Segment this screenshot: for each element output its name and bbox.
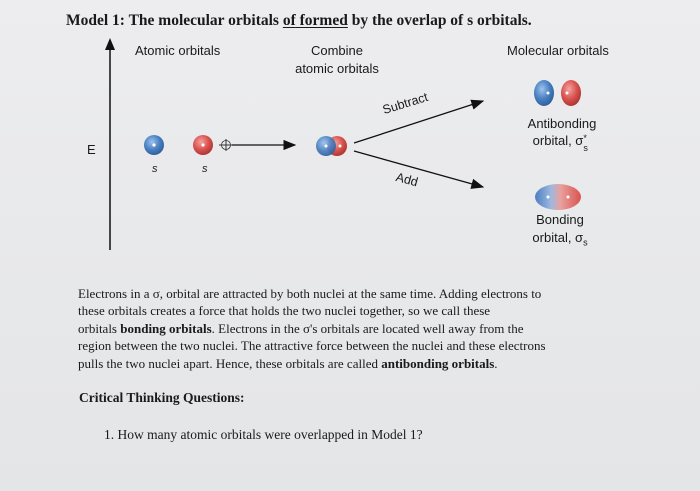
- question-1: 1. How many atomic orbitals were overlapped in Model 1?: [104, 427, 423, 442]
- molecular-orbitals-header: Molecular orbitals: [507, 43, 609, 58]
- antibonding-lobe-red: [561, 80, 581, 106]
- combine-header-line1: Combine: [310, 43, 364, 58]
- antibonding-lobe-blue: [534, 80, 554, 106]
- combine-header-line2: atomic orbitals: [295, 61, 379, 76]
- bonding-orbitals-term: bonding orbitals: [120, 320, 212, 336]
- atomic-orbitals-header: Atomic orbitals: [135, 43, 221, 58]
- nucleus-dot: [201, 143, 204, 146]
- paragraph-text: orbitals: [78, 320, 121, 336]
- title-middle: formed: [295, 12, 348, 29]
- paragraph-line: [78, 320, 638, 337]
- bonding-symbol: orbital, σ: [532, 230, 584, 245]
- antibonding-symbol: orbital, σ: [532, 133, 584, 148]
- paragraph-line: Electrons in a σ, orbital are attracted by both nuclei at the same time. Adding electrons to: [78, 286, 542, 301]
- add-arrow: [354, 151, 483, 190]
- s-label-left: s: [152, 163, 158, 175]
- bonding-orbital: [535, 184, 581, 210]
- critical-thinking-heading: Critical Thinking Questions:: [79, 390, 245, 405]
- title-of-word: of: [282, 12, 296, 29]
- subtract-label: Subtract: [380, 89, 430, 117]
- paragraph-line: [78, 355, 638, 372]
- paragraph-text: . Electrons in the σ's orbitals are located well away from the: [211, 320, 524, 336]
- bonding-label-line1: Bonding: [536, 212, 584, 227]
- paragraph-line: these orbitals creates a force that holds the two nuclei together, so we call these: [78, 303, 491, 319]
- title-prefix: Model 1: The molecular orbitals: [66, 12, 283, 29]
- paragraph-text: pulls the two nuclei apart. Hence, these orbitals are called: [78, 355, 382, 371]
- energy-axis-label: E: [87, 142, 96, 157]
- title-suffix: by the overlap of s orbitals.: [347, 12, 532, 29]
- antibonding-sup: *: [583, 133, 587, 143]
- add-label: Add: [394, 170, 420, 190]
- paragraph-line: region between the two nuclei. The attractive force between the nuclei and these electrons: [78, 338, 546, 354]
- nucleus-dot: [152, 143, 155, 146]
- antibonding-sub: s: [583, 143, 588, 153]
- subtract-arrow: [354, 101, 483, 143]
- explanation-paragraph: [78, 285, 638, 372]
- s-label-right: s: [202, 163, 208, 175]
- paragraph-text: .: [494, 355, 498, 371]
- bonding-sub: s: [583, 237, 588, 248]
- antibonding-orbitals-term: antibonding orbitals: [381, 355, 495, 371]
- antibonding-label-line1: Antibonding: [527, 116, 597, 131]
- energy-axis-arrow-icon: [105, 38, 115, 50]
